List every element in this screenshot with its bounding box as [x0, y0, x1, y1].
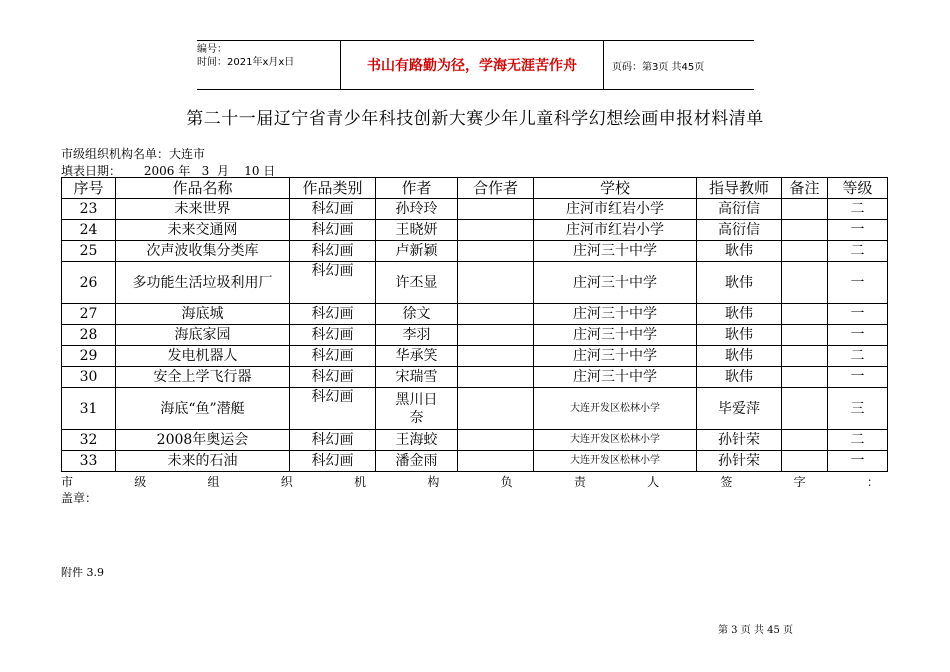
cell-no: 25 — [62, 241, 116, 262]
cell-partner — [458, 262, 534, 304]
cell-grade: 二 — [828, 199, 888, 220]
cell-name: 未来世界 — [116, 199, 290, 220]
cell-name: 未来交通网 — [116, 220, 290, 241]
cell-no: 32 — [62, 430, 116, 451]
signature-char: 签 — [720, 475, 733, 489]
cell-no: 24 — [62, 220, 116, 241]
table-row — [62, 220, 888, 241]
page-footer: 第 3 页 共 45 页 — [718, 625, 793, 636]
cell-category: 科幻画 — [290, 325, 376, 346]
cell-school: 大连开发区松林小学 — [534, 388, 697, 430]
header-page-info: 页码：第3页 共45页 — [612, 61, 705, 73]
cell-no: 29 — [62, 346, 116, 367]
document-title: 第二十一届辽宁省青少年科技创新大赛少年儿童科学幻想绘画申报材料清单 — [186, 109, 764, 129]
signature-char: 组 — [207, 475, 220, 489]
signature-char: 人 — [647, 475, 660, 489]
cell-remark — [782, 262, 828, 304]
cell-name: 海底家园 — [116, 325, 290, 346]
attachment-label: 附件 3.9 — [61, 566, 104, 579]
cell-author: 宋瑞雪 — [376, 367, 458, 388]
cell-remark — [782, 346, 828, 367]
cell-teacher: 耿伟 — [697, 304, 782, 325]
cell-remark — [782, 199, 828, 220]
signature-line — [61, 473, 879, 490]
time-label: 时间：2021年x月x日 — [197, 57, 295, 68]
cell-grade: 一 — [828, 220, 888, 241]
cell-category: 科幻画 — [290, 262, 376, 304]
signature-char: 构 — [427, 475, 440, 489]
cell-no: 33 — [62, 451, 116, 472]
table-row — [62, 346, 888, 367]
cell-author: 王海蛟 — [376, 430, 458, 451]
signature-char: 机 — [354, 475, 367, 489]
table-row — [62, 430, 888, 451]
table-row — [62, 199, 888, 220]
cell-grade: 二 — [828, 346, 888, 367]
cell-partner — [458, 241, 534, 262]
table-row — [62, 304, 888, 325]
table-row — [62, 325, 888, 346]
cell-no: 30 — [62, 367, 116, 388]
document-header — [197, 40, 754, 90]
cell-author: 孙玲玲 — [376, 199, 458, 220]
signature-char: 负 — [500, 475, 513, 489]
cell-school: 庄河三十中学 — [534, 367, 697, 388]
cell-no: 28 — [62, 325, 116, 346]
cell-remark — [782, 388, 828, 430]
cell-category: 科幻画 — [290, 367, 376, 388]
cell-author: 王晓妍 — [376, 220, 458, 241]
cell-remark — [782, 367, 828, 388]
cell-author: 卢新颖 — [376, 241, 458, 262]
cell-partner — [458, 304, 534, 325]
cell-remark — [782, 304, 828, 325]
cell-school: 庄河三十中学 — [534, 304, 697, 325]
table-row — [62, 241, 888, 262]
cell-partner — [458, 325, 534, 346]
cell-partner — [458, 346, 534, 367]
cell-no: 27 — [62, 304, 116, 325]
signature-char: ： — [866, 475, 879, 489]
cell-grade: 二 — [828, 241, 888, 262]
cell-teacher: 高衍信 — [697, 199, 782, 220]
cell-name: 未来的石油 — [116, 451, 290, 472]
cell-partner — [458, 451, 534, 472]
cell-teacher: 孙针荣 — [697, 430, 782, 451]
cell-no: 31 — [62, 388, 116, 430]
table-row — [62, 451, 888, 472]
signature-char: 级 — [134, 475, 147, 489]
cell-name: 海底“鱼”潜艇 — [116, 388, 290, 430]
cell-grade: 一 — [828, 325, 888, 346]
cell-teacher: 毕爱萍 — [697, 388, 782, 430]
cell-name: 次声波收集分类库 — [116, 241, 290, 262]
cell-name: 海底城 — [116, 304, 290, 325]
cell-category: 科幻画 — [290, 241, 376, 262]
cell-teacher: 高衍信 — [697, 220, 782, 241]
cell-teacher: 耿伟 — [697, 262, 782, 304]
cell-remark — [782, 325, 828, 346]
cell-category: 科幻画 — [290, 199, 376, 220]
cell-school: 庄河三十中学 — [534, 346, 697, 367]
signature-char: 织 — [280, 475, 293, 489]
cell-school: 庄河市红岩小学 — [534, 220, 697, 241]
header-motto: 书山有路勤为径，学海无涯苦作舟 — [340, 41, 604, 89]
signature-char: 字 — [793, 475, 806, 489]
header-partner: 合作者 — [458, 178, 534, 199]
cell-author: 华承笑 — [376, 346, 458, 367]
cell-author: 李羽 — [376, 325, 458, 346]
cell-category: 科幻画 — [290, 388, 376, 430]
cell-school: 大连开发区松林小学 — [534, 430, 697, 451]
cell-grade: 一 — [828, 304, 888, 325]
entries-table — [61, 177, 888, 472]
cell-author: 徐文 — [376, 304, 458, 325]
cell-category: 科幻画 — [290, 220, 376, 241]
cell-grade: 二 — [828, 430, 888, 451]
header-left-cell — [197, 41, 340, 89]
cell-grade: 三 — [828, 388, 888, 430]
table-row — [62, 388, 888, 430]
cell-school: 庄河三十中学 — [534, 325, 697, 346]
cell-partner — [458, 388, 534, 430]
header-teacher: 指导教师 — [697, 178, 782, 199]
cell-teacher: 孙针荣 — [697, 451, 782, 472]
header-author: 作者 — [376, 178, 458, 199]
cell-author: 潘金雨 — [376, 451, 458, 472]
table-header-row — [62, 178, 888, 199]
table-row — [62, 262, 888, 304]
header-no: 序号 — [62, 178, 116, 199]
seal-label: 盖章： — [61, 491, 98, 505]
header-grade: 等级 — [828, 178, 888, 199]
header-remark: 备注 — [782, 178, 828, 199]
organization-line: 市级组织机构名单：大连市 — [61, 147, 206, 161]
header-category: 作品类别 — [290, 178, 376, 199]
cell-category: 科幻画 — [290, 304, 376, 325]
cell-partner — [458, 199, 534, 220]
cell-remark — [782, 451, 828, 472]
cell-grade: 一 — [828, 367, 888, 388]
cell-author: 黑川日奈 — [376, 388, 458, 430]
cell-grade: 一 — [828, 451, 888, 472]
cell-school: 庄河市红岩小学 — [534, 199, 697, 220]
cell-name: 2008年奥运会 — [116, 430, 290, 451]
cell-remark — [782, 241, 828, 262]
cell-no: 23 — [62, 199, 116, 220]
cell-category: 科幻画 — [290, 430, 376, 451]
cell-teacher: 耿伟 — [697, 325, 782, 346]
cell-category: 科幻画 — [290, 346, 376, 367]
cell-grade: 一 — [828, 262, 888, 304]
header-name: 作品名称 — [116, 178, 290, 199]
cell-partner — [458, 430, 534, 451]
cell-author: 许丕显 — [376, 262, 458, 304]
signature-char: 责 — [573, 475, 586, 489]
cell-teacher: 耿伟 — [697, 346, 782, 367]
signature-char: 市 — [61, 475, 74, 489]
cell-teacher: 耿伟 — [697, 367, 782, 388]
cell-no: 26 — [62, 262, 116, 304]
cell-partner — [458, 367, 534, 388]
cell-teacher: 耿伟 — [697, 241, 782, 262]
cell-partner — [458, 220, 534, 241]
cell-school: 大连开发区松林小学 — [534, 451, 697, 472]
cell-remark — [782, 430, 828, 451]
cell-name: 发电机器人 — [116, 346, 290, 367]
header-school: 学校 — [534, 178, 697, 199]
cell-school: 庄河三十中学 — [534, 241, 697, 262]
cell-category: 科幻画 — [290, 451, 376, 472]
number-label: 编号： — [197, 44, 227, 55]
fill-date-line: 填表日期： 2006 年 3 月 10 日 — [61, 164, 276, 178]
table-row — [62, 367, 888, 388]
cell-name: 多功能生活垃圾利用厂 — [116, 262, 290, 304]
cell-school: 庄河三十中学 — [534, 262, 697, 304]
cell-name: 安全上学飞行器 — [116, 367, 290, 388]
cell-remark — [782, 220, 828, 241]
